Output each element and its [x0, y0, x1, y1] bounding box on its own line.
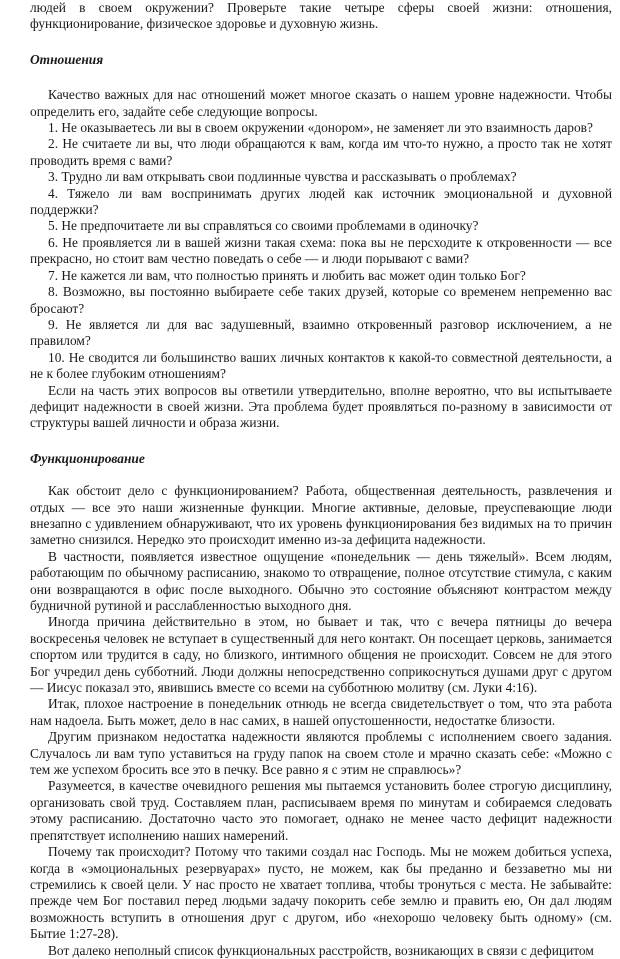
body-paragraph: Итак, плохое настроение в понедельник отнюдь не всегда свидетельствует о том, что эта работа нам надоела. Быть может, дело в нас самих, в нашей опустошенности, недостатке близости.: [30, 696, 612, 728]
spacer: [30, 68, 612, 87]
section-heading-functioning: Функционирование: [30, 450, 145, 466]
body-paragraph: В частности, появляется известное ощущение «понедельник — день тяжелый». Всем людям, работающим по обычному расписанию, знакомо то отвращение, полное отсутствие стимула, с каким они возвращаются в офис после выходного. Обычно это состояние объясняют контрастом между будничной рутиной и расслабленностью выходного дня.: [30, 548, 612, 613]
intro-paragraph: людей в своем окружении? Проверьте такие четыре сферы своей жизни: отношения, функционирование, физическое здоровье и духовную жизнь.: [30, 0, 612, 32]
body-paragraph: Почему так происходит? Потому что такими создал нас Господь. Мы не можем добиться успеха, когда в «эмоциональных резервуарах» пусто, не можем, как бы преданно и беззаветно мы ни стремились к своей цели. У нас просто не хватает топлива, чтобы тронуться с места. Не забывайте: прежде чем Бог поставил перед людьми задачу покорить себе землю и править ею, Он дал людям возможность вступить в отношения друг с другом, ибо «нехорошо человеку быть одному» (см. Бытие 1:27-28).: [30, 844, 612, 942]
question-item: 4. Тяжело ли вам воспринимать других людей как источник эмоциональной и духовной поддержки?: [30, 185, 612, 218]
spacer: [30, 33, 612, 52]
body-paragraph: Другим признаком недостатка надежности являются проблемы с исполнением своего задания. Случалось ли вам тупо уставиться на груду папок на своем столе и мрачно сказать себе: «Можно с тем же успехом бросить все это в печку. Все равно я с этим не справлюсь»?: [30, 729, 612, 778]
question-item: 5. Не предпочитаете ли вы справляться со своими проблемами в одиночку?: [48, 218, 479, 234]
question-item: 10. Не сводится ли большинство ваших личных контактов к какой-то совместной деятельности, а не к более глубоким отношениям?: [30, 349, 612, 382]
body-paragraph: Вот далеко неполный список функциональных расстройств, возникающих в связи с дефицитом: [48, 942, 594, 958]
relationships-lead: Качество важных для нас отношений может многое сказать о нашем уровне надежности. Чтобы определить его, задайте себе следующие вопросы.: [30, 87, 612, 119]
question-item: 8. Возможно, вы постоянно выбираете себе таких друзей, которые со временем непременно вас бросают?: [30, 284, 612, 316]
question-item: 1. Не оказываетесь ли вы в своем окружении «донором», не заменяет ли это взаимность даров?: [48, 120, 593, 136]
question-item: 3. Трудно ли вам открывать свои подлинные чувства и рассказывать о проблемах?: [48, 169, 517, 185]
question-item: 7. Не кажется ли вам, что полностью принять и любить вас может один только Бог?: [48, 267, 526, 283]
relationships-conclusion: Если на часть этих вопросов вы ответили утвердительно, вполне вероятно, что вы испытываете дефицит надежности в своей жизни. Эта проблема будет проявляться по-разному в зависимости от структуры вашей личности и образа жизни.: [30, 382, 612, 431]
body-paragraph: Как обстоит дело с функционированием? Работа, общественная деятельность, развлечения и отдых — все это наши жизненные функции. Многие активные, деловые, преуспевающие люди внезапно с удивлением обнаруживают, что их уровень функционирования без видимых на то причин заметно снизился. Нередко это происходит именно из-за дефицита надежности.: [30, 483, 612, 548]
question-item: 2. Не считаете ли вы, что люди обращаются к вам, когда им что-то нужно, а просто так не хотят проводить время с вами?: [30, 136, 612, 168]
body-paragraph: Иногда причина действительно в этом, но бывает и так, что с вечера пятницы до вечера воскресенья человек не вступает в существенный для него контакт. Он посещает церковь, занимается спортом или трудится в саду, но близкого, интимного общения не происходит. Совсем не для этого Бог учредил день субботний. Люди должны непосредственно соприкоснуться душами друг с другом — Иисус показал это, явившись вместе со всеми на субботнюю молитву (см. Луки 4:16).: [30, 614, 612, 696]
section-heading-relationships: Отношения: [30, 51, 104, 67]
body-paragraph: Разумеется, в качестве очевидного решения мы пытаемся установить более строгую дисциплину, организовать свой труд. Составляем план, расписываем время по минутам и собираемся следовать этому расписанию. Достаточно часто это помогает, однако не менее часто дефицит надежности препятствует исполнению наших намерений.: [30, 778, 612, 843]
spacer: [30, 467, 612, 483]
question-item: 9. Не является ли для вас задушевный, взаимно откровенный разговор исключением, а не правилом?: [30, 316, 612, 349]
question-item: 6. Не проявляется ли в вашей жизни такая схема: пока вы не персходите к откровенности — все прекрасно, но стоит вам честно поведать о себе — и люди порывают с вами?: [30, 234, 612, 267]
spacer: [30, 432, 612, 451]
